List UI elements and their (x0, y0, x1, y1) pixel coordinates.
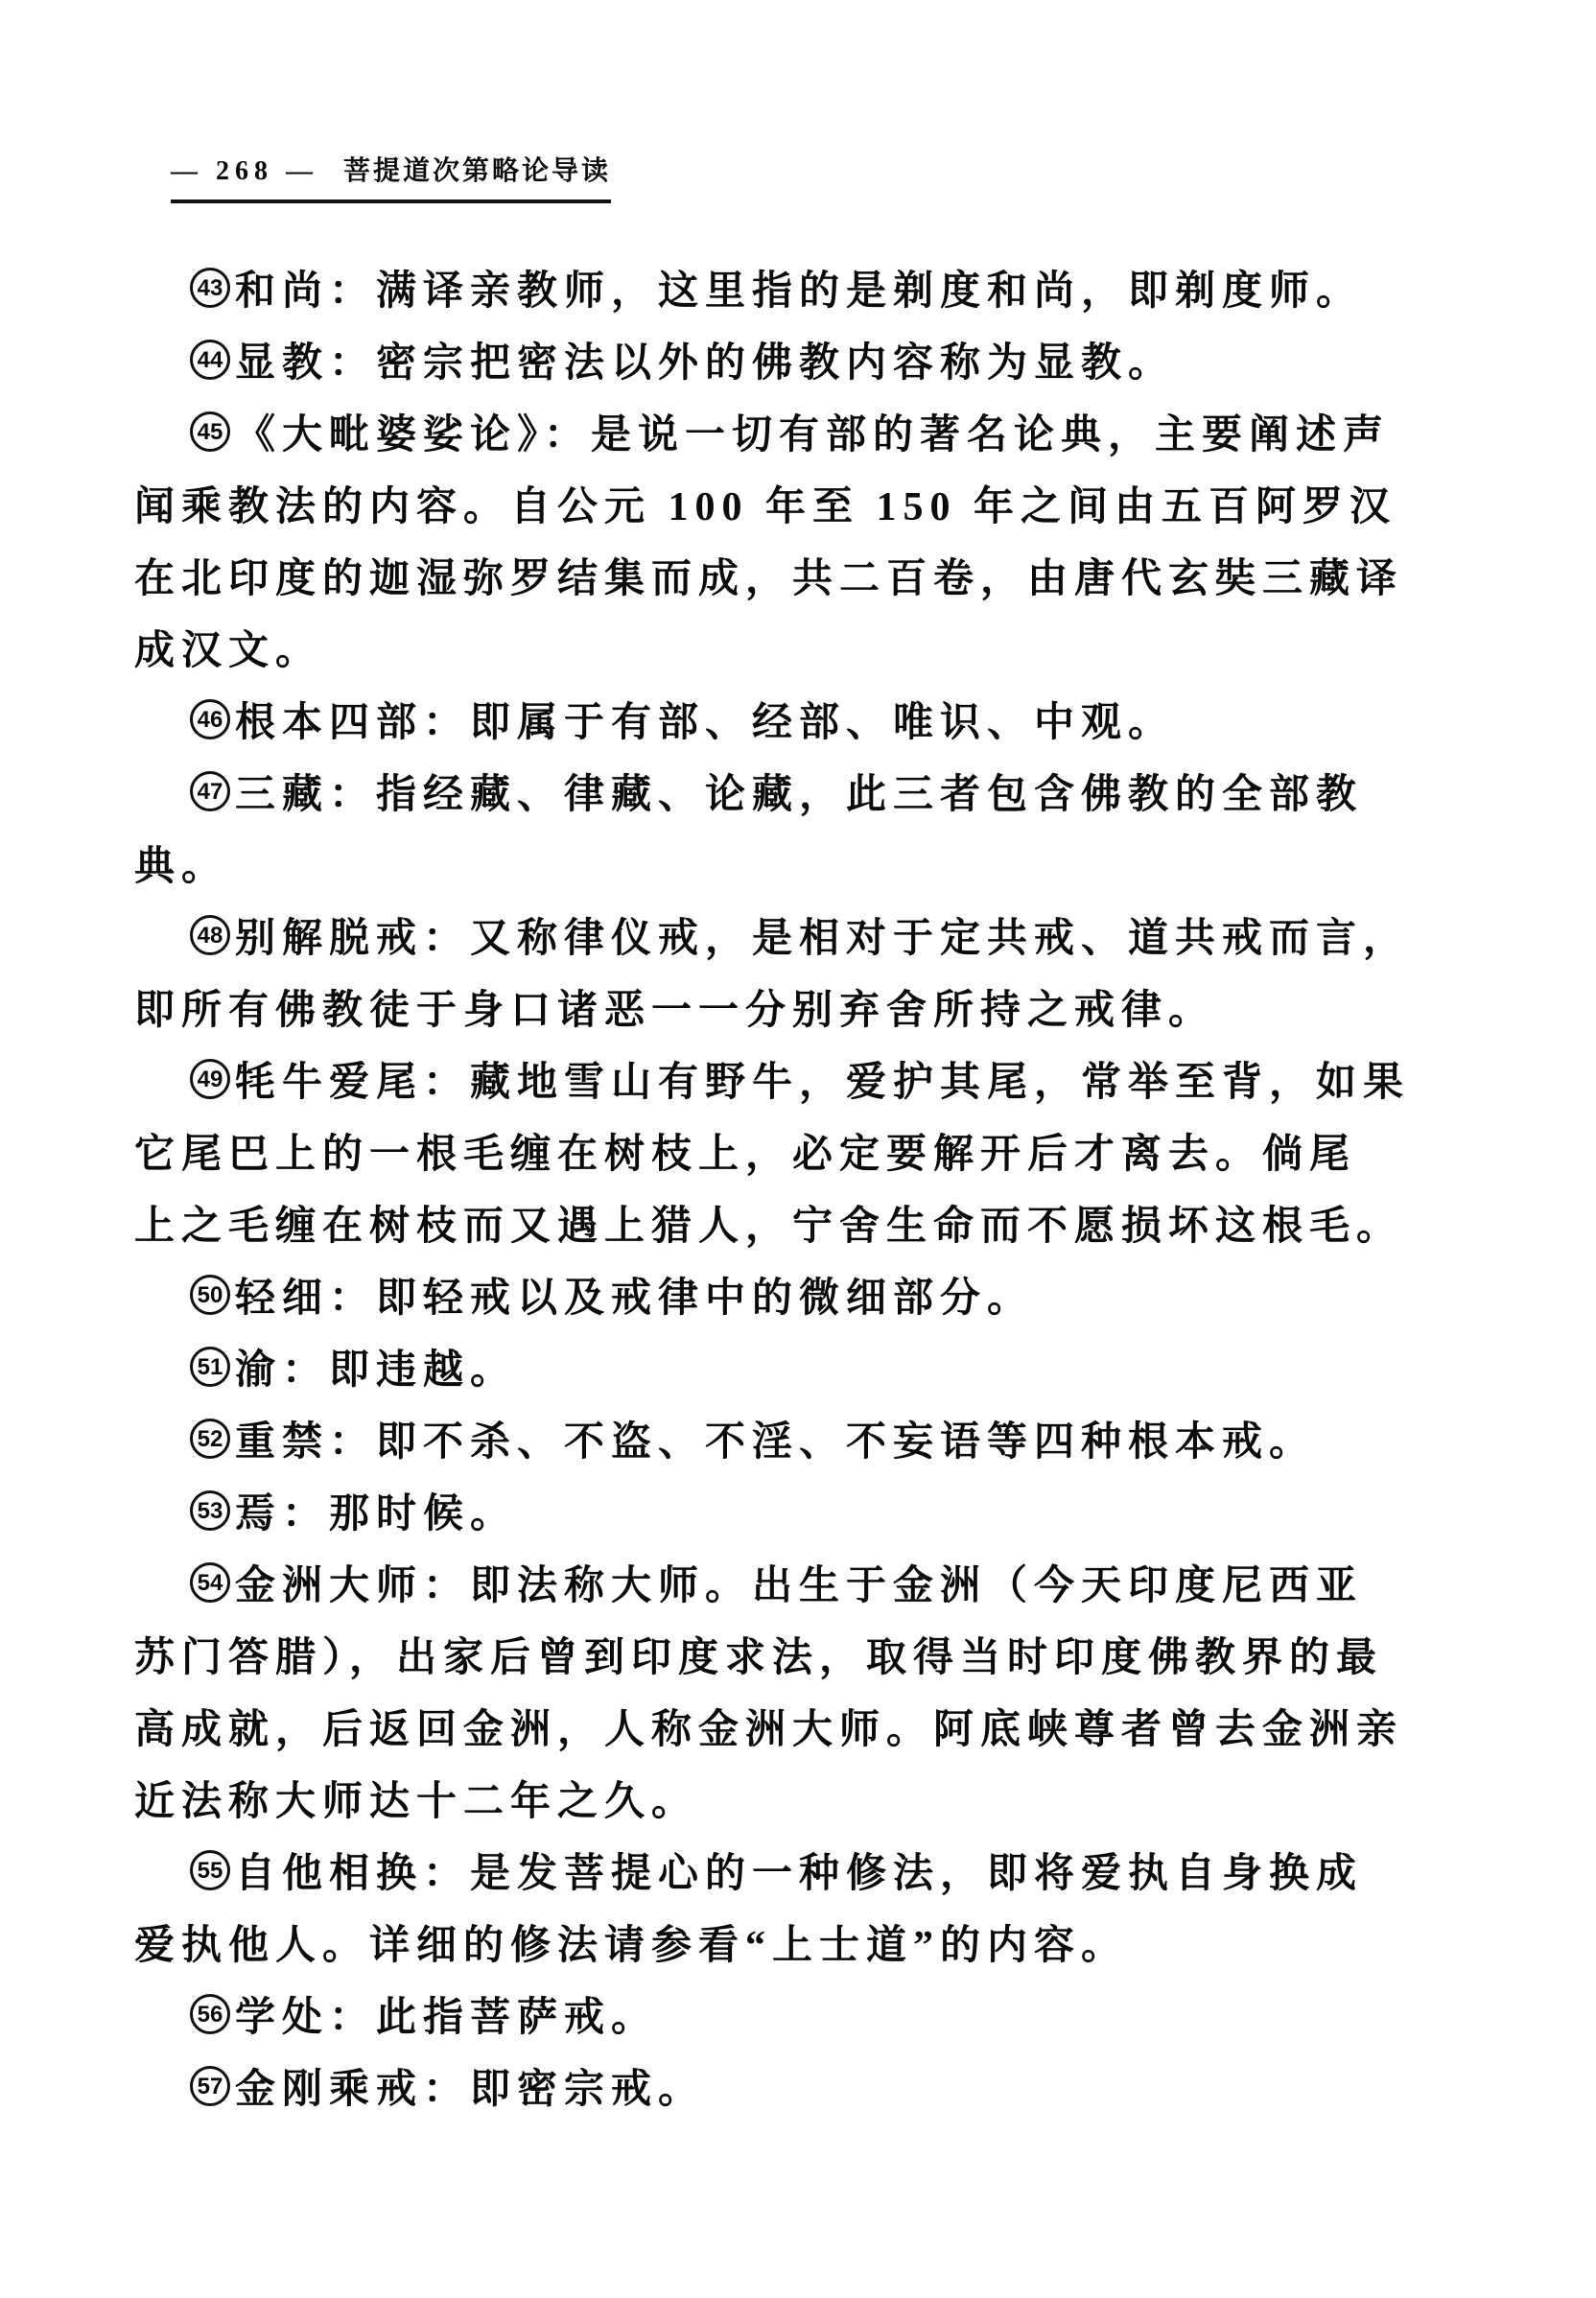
note-text: 在北印度的迦湿弥罗结集而成，共二百卷，由唐代玄奘三藏译 (134, 556, 1404, 601)
note-number-badge: 57 (190, 2066, 230, 2106)
note-number-badge: 44 (190, 340, 230, 380)
note-text: 轻细：即轻戒以及戒律中的微细部分。 (235, 1276, 1035, 1321)
note-number-badge: 45 (190, 411, 230, 452)
note-line (134, 755, 1477, 827)
note-text: 和尚：满译亲教师，这里指的是剃度和尚，即剃度师。 (235, 269, 1364, 314)
book-title: 菩提道次第略论导读 (343, 156, 612, 186)
note-line (134, 1978, 1477, 2050)
note-line (134, 323, 1477, 395)
note-line (134, 2050, 1477, 2122)
notes-content (134, 251, 1477, 2122)
note-line (134, 1834, 1477, 1906)
note-number-badge: 56 (190, 1994, 230, 2034)
note-line (134, 467, 1477, 539)
note-line (134, 1043, 1477, 1114)
note-line (134, 611, 1477, 683)
note-number-badge: 47 (190, 771, 230, 811)
note-line (134, 1402, 1477, 1474)
note-line (134, 971, 1477, 1043)
note-text: 高成就，后返回金洲，人称金洲大师。阿底峡尊者曾去金洲亲 (134, 1707, 1404, 1752)
note-text: 根本四部：即属于有部、经部、唯识、中观。 (235, 700, 1176, 745)
note-line (134, 1474, 1477, 1546)
note-text: 金洲大师：即法称大师。出生于金洲（今天印度尼西亚 (235, 1563, 1364, 1608)
note-text: 《大毗婆娑论》：是说一切有部的著名论典，主要阐述声 (235, 412, 1391, 457)
note-line (134, 539, 1477, 611)
note-line (134, 899, 1477, 971)
note-number-badge: 48 (190, 915, 230, 955)
note-line (134, 1330, 1477, 1402)
note-text: 别解脱戒：又称律仪戒，是相对于定共戒、道共戒而言， (235, 916, 1411, 961)
note-line (134, 1762, 1477, 1834)
note-text: 近法称大师达十二年之久。 (134, 1779, 699, 1824)
note-text: 闻乘教法的内容。自公元 100 年至 150 年之间由五百阿罗汉 (134, 484, 1397, 529)
note-text: 重禁：即不杀、不盗、不淫、不妄语等四种根本戒。 (235, 1419, 1317, 1465)
note-number-badge: 52 (190, 1419, 230, 1459)
note-text: 焉：那时候。 (235, 1491, 518, 1536)
note-number-badge: 55 (190, 1850, 230, 1890)
note-line (134, 1546, 1477, 1618)
note-line (134, 1258, 1477, 1330)
note-text: 上之毛缠在树枝而又遇上猎人，宁舍生命而不愿损坏这根毛。 (134, 1204, 1404, 1249)
note-line (134, 1690, 1477, 1762)
note-text: 金刚乘戒：即密宗戒。 (235, 2067, 706, 2112)
note-text: 渝：即违越。 (235, 1348, 518, 1393)
note-number-badge: 54 (190, 1562, 230, 1603)
note-number-badge: 43 (190, 268, 230, 308)
note-number-badge: 46 (190, 699, 230, 739)
note-line (134, 395, 1477, 467)
note-text: 学处：此指菩萨戒。 (235, 1995, 659, 2040)
note-text: 自他相换：是发菩提心的一种修法，即将爱执自身换成 (235, 1851, 1364, 1896)
note-text: 即所有佛教徒于身口诸恶一一分别弃舍所持之戒律。 (134, 988, 1216, 1033)
note-line (134, 683, 1477, 755)
page-number: — 268 — (171, 156, 318, 186)
note-number-badge: 49 (190, 1059, 230, 1099)
note-text: 显教：密宗把密法以外的佛教内容称为显教。 (235, 340, 1176, 386)
note-text: 爱执他人。详细的修法请参看“上士道”的内容。 (134, 1923, 1129, 1968)
note-number-badge: 50 (190, 1275, 230, 1315)
note-text: 典。 (134, 844, 229, 889)
note-line (134, 1618, 1477, 1690)
note-text: 牦牛爱尾：藏地雪山有野牛，爱护其尾，常举至背，如果 (235, 1060, 1411, 1105)
note-line (134, 827, 1477, 899)
note-line (134, 251, 1477, 323)
page-header (171, 150, 611, 203)
note-text: 它尾巴上的一根毛缠在树枝上，必定要解开后才离去。倘尾 (134, 1132, 1357, 1177)
note-text: 成汉文。 (134, 628, 323, 673)
note-text: 苏门答腊），出家后曾到印度求法，取得当时印度佛教界的最 (134, 1635, 1384, 1680)
note-number-badge: 53 (190, 1490, 230, 1531)
note-line (134, 1186, 1477, 1258)
note-text: 三藏：指经藏、律藏、论藏，此三者包含佛教的全部教 (235, 772, 1364, 817)
note-line (134, 1114, 1477, 1186)
note-line (134, 1906, 1477, 1978)
note-number-badge: 51 (190, 1347, 230, 1387)
